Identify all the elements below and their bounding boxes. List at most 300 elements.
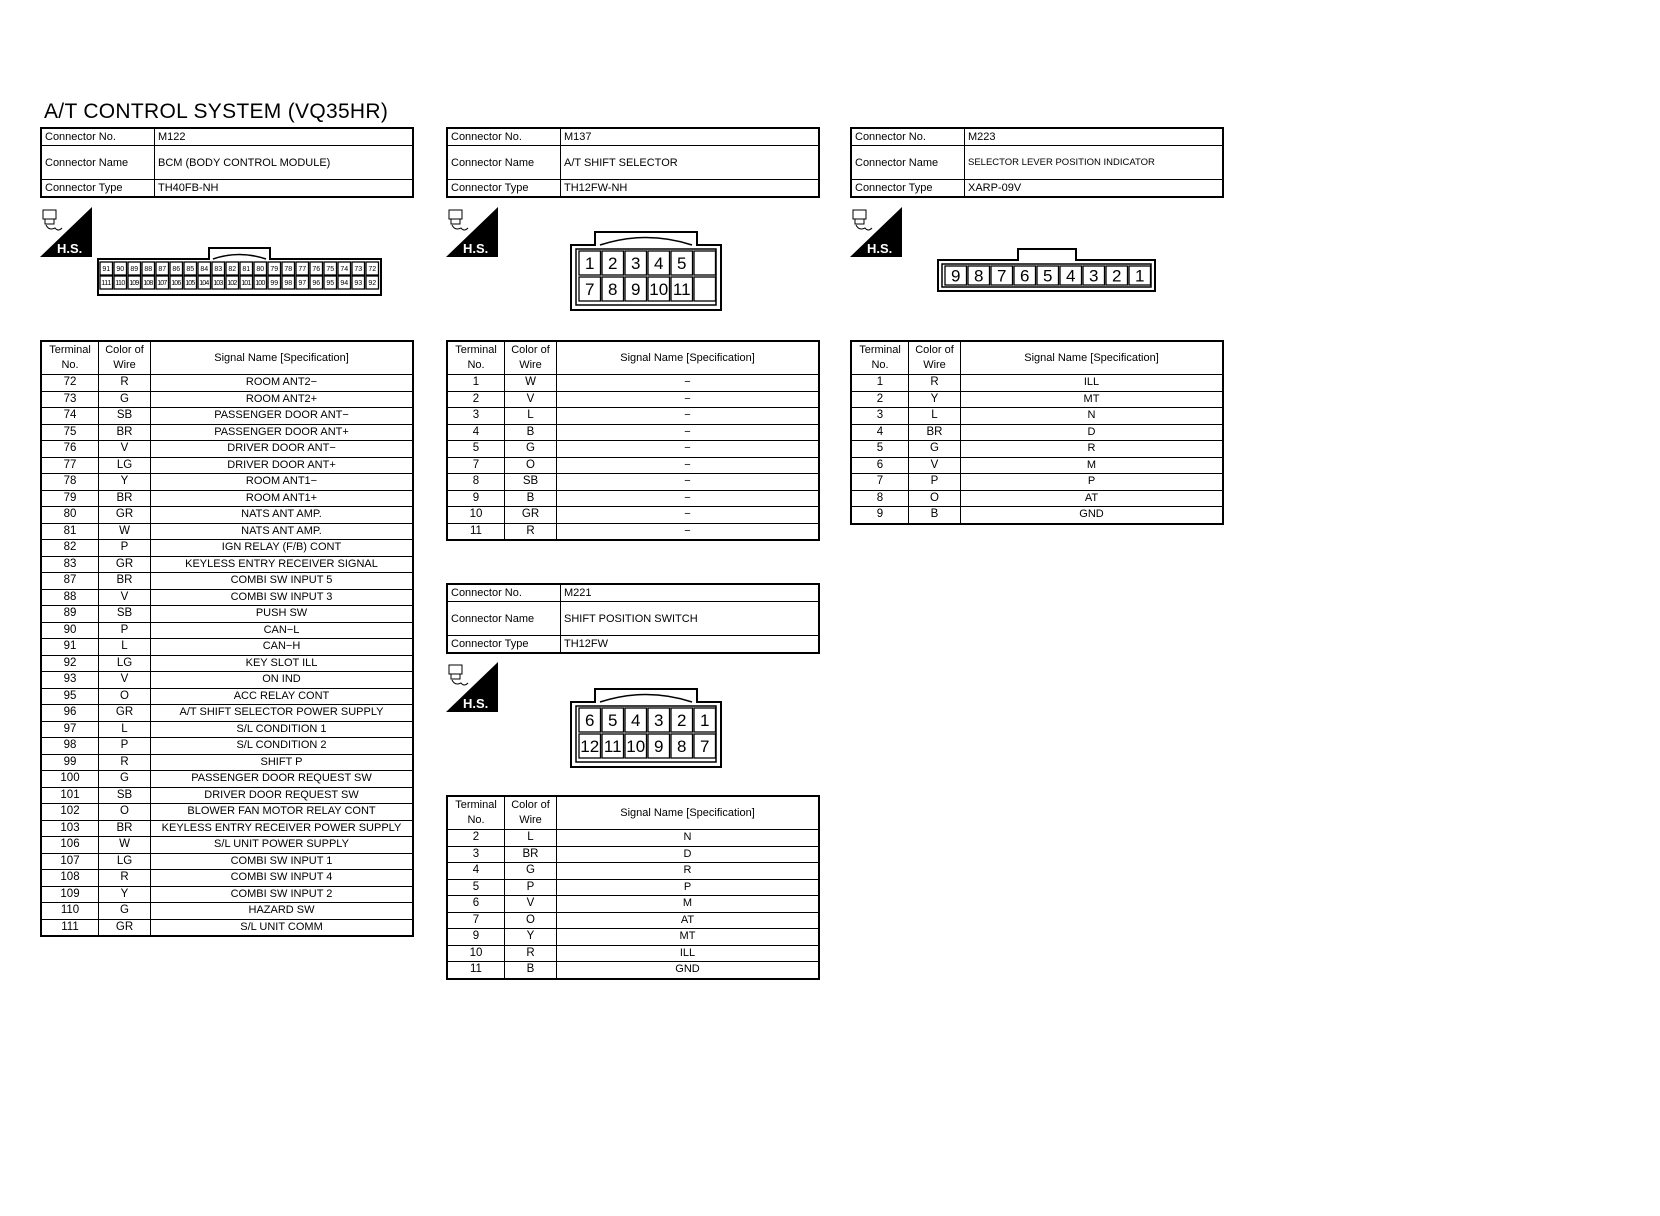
pin-number: 73 (354, 266, 363, 274)
connector-name-label: Connector Name (851, 146, 965, 180)
terminal-no-cell: 93 (41, 672, 99, 689)
signal-name-cell: R (557, 863, 820, 880)
pin-number: 7 (997, 266, 1007, 286)
signal-name-cell: KEYLESS ENTRY RECEIVER POWER SUPPLY (151, 820, 414, 837)
connector-no-label: Connector No. (447, 128, 561, 146)
connector-info-m137 (446, 127, 820, 198)
wire-color-cell: R (505, 945, 557, 962)
signal-name-cell: N (557, 830, 820, 847)
table-row (447, 846, 819, 863)
table-row (447, 441, 819, 458)
table-row (447, 863, 819, 880)
signal-name-cell: CAN−L (151, 622, 414, 639)
table-row (41, 771, 413, 788)
connector-info-m221 (446, 583, 820, 654)
table-row (41, 672, 413, 689)
wire-color-cell: SB (99, 606, 151, 623)
pin-number: 5 (677, 254, 687, 274)
wire-color-cell: L (505, 408, 557, 425)
wire-color-cell: L (505, 830, 557, 847)
page-title: A/T CONTROL SYSTEM (VQ35HR) (44, 100, 389, 123)
table-row (447, 391, 819, 408)
terminal-table-m137 (446, 340, 820, 541)
table-row (447, 896, 819, 913)
connector-name-label: Connector Name (447, 602, 561, 636)
pin-number: 80 (256, 266, 265, 274)
wire-color-cell: L (99, 639, 151, 656)
wire-color-cell: GR (505, 507, 557, 524)
pin-number: 72 (368, 266, 377, 274)
wire-color-cell: B (505, 490, 557, 507)
table-row (41, 787, 413, 804)
terminal-no-cell: 99 (41, 754, 99, 771)
color-header: Color of Wire (909, 341, 961, 375)
terminal-no-cell: 101 (41, 787, 99, 804)
pin-number: 5 (1043, 266, 1053, 286)
wire-color-cell: O (99, 688, 151, 705)
table-row (447, 408, 819, 425)
connector-no-value: M223 (965, 128, 1224, 146)
wire-color-cell: GR (99, 507, 151, 524)
signal-name-cell: − (557, 375, 820, 392)
table-row (447, 929, 819, 946)
table-row (851, 424, 1223, 441)
signal-name-cell: M (961, 457, 1224, 474)
wire-color-cell: O (909, 490, 961, 507)
wire-color-cell: V (505, 896, 557, 913)
terminal-no-cell: 73 (41, 391, 99, 408)
table-row (447, 945, 819, 962)
wire-color-cell: G (909, 441, 961, 458)
terminal-no-cell: 74 (41, 408, 99, 425)
table-row (41, 886, 413, 903)
wire-color-cell: R (909, 375, 961, 392)
signal-header: Signal Name [Specification] (557, 341, 820, 375)
wire-color-cell: G (505, 863, 557, 880)
wire-color-cell: R (99, 870, 151, 887)
pin-number: 90 (116, 266, 125, 274)
signal-name-cell: BLOWER FAN MOTOR RELAY CONT (151, 804, 414, 821)
signal-name-cell: − (557, 391, 820, 408)
pin-number: 100 (255, 280, 266, 288)
table-row (41, 754, 413, 771)
wire-color-cell: R (99, 754, 151, 771)
signal-name-cell: ROOM ANT1+ (151, 490, 414, 507)
terminal-no-cell: 5 (447, 441, 505, 458)
pin-number: 102 (227, 280, 238, 288)
wire-color-cell: Y (99, 474, 151, 491)
terminal-table-m221 (446, 795, 820, 980)
table-row (41, 721, 413, 738)
table-row (851, 457, 1223, 474)
table-row (41, 804, 413, 821)
pin-number: 89 (130, 266, 139, 274)
pin-number: 96 (312, 280, 321, 288)
pin-number: 91 (102, 266, 111, 274)
wire-color-cell: W (99, 523, 151, 540)
color-header: Color of Wire (505, 341, 557, 375)
connector-type-value: TH40FB-NH (155, 180, 414, 198)
table-row (41, 738, 413, 755)
connector-no-value: M122 (155, 128, 414, 146)
table-row (447, 523, 819, 540)
signal-name-cell: ROOM ANT1− (151, 474, 414, 491)
pin-number: 5 (608, 711, 618, 731)
signal-name-cell: COMBI SW INPUT 2 (151, 886, 414, 903)
signal-name-cell: ILL (557, 945, 820, 962)
wire-color-cell: O (505, 457, 557, 474)
pin-number: 12 (580, 737, 600, 757)
wire-color-cell: P (505, 879, 557, 896)
pin-number: 7 (585, 280, 595, 300)
table-row (41, 919, 413, 936)
pin-number: 75 (326, 266, 335, 274)
table-row (851, 408, 1223, 425)
terminal-no-cell: 5 (447, 879, 505, 896)
pin-number: 8 (677, 737, 687, 757)
pin-number: 78 (284, 266, 293, 274)
signal-name-cell: P (961, 474, 1224, 491)
harness-side-icon (850, 207, 902, 257)
table-row (851, 441, 1223, 458)
wire-color-cell: P (909, 474, 961, 491)
pin-number: 8 (608, 280, 618, 300)
signal-name-cell: S/L CONDITION 1 (151, 721, 414, 738)
pin-cavity (694, 251, 716, 275)
table-row (41, 870, 413, 887)
signal-name-cell: AT (557, 912, 820, 929)
terminal-no-cell: 4 (851, 424, 909, 441)
terminal-no-cell: 82 (41, 540, 99, 557)
terminal-no-cell: 6 (851, 457, 909, 474)
pin-number: 11 (672, 280, 691, 300)
table-row (447, 879, 819, 896)
wire-color-cell: LG (99, 853, 151, 870)
signal-name-cell: ON IND (151, 672, 414, 689)
wire-color-cell: V (505, 391, 557, 408)
terminal-no-cell: 9 (447, 929, 505, 946)
wire-color-cell: R (99, 375, 151, 392)
wire-color-cell: V (909, 457, 961, 474)
table-row (41, 474, 413, 491)
connector-type-label: Connector Type (851, 180, 965, 198)
terminal-header: Terminal No. (447, 341, 505, 375)
signal-name-cell: KEYLESS ENTRY RECEIVER SIGNAL (151, 556, 414, 573)
terminal-no-cell: 80 (41, 507, 99, 524)
signal-name-cell: NATS ANT AMP. (151, 507, 414, 524)
pin-number: 82 (228, 266, 237, 274)
signal-name-cell: MT (961, 391, 1224, 408)
pin-number: 88 (144, 266, 153, 274)
table-row (41, 408, 413, 425)
pin-number: 8 (974, 266, 984, 286)
table-row (447, 507, 819, 524)
wire-color-cell: P (99, 622, 151, 639)
pin-number: 10 (649, 280, 669, 300)
signal-name-cell: HAZARD SW (151, 903, 414, 920)
table-row (41, 573, 413, 590)
wire-color-cell: P (99, 738, 151, 755)
pin-number: 110 (115, 280, 126, 288)
pin-number: 101 (241, 280, 252, 288)
wire-color-cell: L (99, 721, 151, 738)
table-row (851, 474, 1223, 491)
connector-type-value: TH12FW (561, 636, 820, 654)
terminal-no-cell: 2 (447, 830, 505, 847)
terminal-no-cell: 3 (447, 846, 505, 863)
pin-number: 6 (1020, 266, 1030, 286)
signal-name-cell: N (961, 408, 1224, 425)
wire-color-cell: BR (505, 846, 557, 863)
terminal-no-cell: 7 (447, 912, 505, 929)
signal-name-cell: ACC RELAY CONT (151, 688, 414, 705)
connector-type-label: Connector Type (41, 180, 155, 198)
terminal-no-cell: 96 (41, 705, 99, 722)
terminal-no-cell: 76 (41, 441, 99, 458)
connector-type-value: TH12FW-NH (561, 180, 820, 198)
connector-name-value: A/T SHIFT SELECTOR (561, 146, 820, 180)
terminal-no-cell: 95 (41, 688, 99, 705)
connector-no-value: M137 (561, 128, 820, 146)
terminal-no-cell: 77 (41, 457, 99, 474)
pin-number: 3 (654, 711, 664, 731)
harness-side-icon (446, 207, 498, 257)
connector-info-m223 (850, 127, 1224, 198)
pin-number: 94 (340, 280, 349, 288)
wire-color-cell: Y (505, 929, 557, 946)
pin-number: 109 (129, 280, 140, 288)
wire-color-cell: Y (99, 886, 151, 903)
connector-face-m122 (97, 245, 382, 297)
signal-name-cell: R (961, 441, 1224, 458)
hs-label: H.S. (57, 241, 83, 256)
connector-type-value: XARP-09V (965, 180, 1224, 198)
signal-name-cell: GND (961, 507, 1224, 524)
wire-color-cell: B (505, 962, 557, 979)
signal-name-cell: DRIVER DOOR ANT+ (151, 457, 414, 474)
pin-number: 111 (101, 280, 112, 288)
pin-number: 10 (626, 737, 646, 757)
terminal-no-cell: 78 (41, 474, 99, 491)
terminal-no-cell: 110 (41, 903, 99, 920)
signal-name-cell: − (557, 490, 820, 507)
wire-color-cell: G (99, 903, 151, 920)
pin-number: 11 (603, 737, 622, 757)
terminal-no-cell: 79 (41, 490, 99, 507)
connector-name-value: BCM (BODY CONTROL MODULE) (155, 146, 414, 180)
svg-text:H.S.: H.S. (463, 696, 489, 711)
table-row (851, 507, 1223, 524)
terminal-no-cell: 8 (447, 474, 505, 491)
connector-name-value: SHIFT POSITION SWITCH (561, 602, 820, 636)
table-row (41, 853, 413, 870)
table-row (447, 490, 819, 507)
table-row (41, 556, 413, 573)
table-row (447, 375, 819, 392)
signal-name-cell: IGN RELAY (F/B) CONT (151, 540, 414, 557)
table-row (41, 903, 413, 920)
signal-name-cell: − (557, 474, 820, 491)
harness-side-icon (40, 207, 92, 257)
terminal-no-cell: 2 (447, 391, 505, 408)
terminal-no-cell: 4 (447, 863, 505, 880)
terminal-no-cell: 2 (851, 391, 909, 408)
signal-name-cell: ROOM ANT2− (151, 375, 414, 392)
signal-name-cell: PASSENGER DOOR ANT+ (151, 424, 414, 441)
wire-color-cell: BR (99, 820, 151, 837)
terminal-no-cell: 7 (447, 457, 505, 474)
terminal-no-cell: 90 (41, 622, 99, 639)
terminal-no-cell: 1 (447, 375, 505, 392)
wire-color-cell: P (99, 540, 151, 557)
terminal-no-cell: 107 (41, 853, 99, 870)
terminal-no-cell: 11 (447, 523, 505, 540)
pin-number: 87 (158, 266, 167, 274)
connector-name-value: SELECTOR LEVER POSITION INDICATOR (965, 146, 1224, 180)
pin-number: 95 (326, 280, 335, 288)
pin-number: 93 (354, 280, 363, 288)
table-row (41, 705, 413, 722)
pin-number: 76 (312, 266, 321, 274)
wire-color-cell: LG (99, 655, 151, 672)
wire-color-cell: L (909, 408, 961, 425)
table-row (41, 490, 413, 507)
pin-number: 107 (157, 280, 168, 288)
terminal-no-cell: 88 (41, 589, 99, 606)
terminal-no-cell: 91 (41, 639, 99, 656)
connector-no-label: Connector No. (41, 128, 155, 146)
signal-name-cell: − (557, 507, 820, 524)
wire-color-cell: G (99, 771, 151, 788)
pin-number: 98 (284, 280, 293, 288)
table-row (41, 507, 413, 524)
wire-color-cell: W (505, 375, 557, 392)
table-row (41, 540, 413, 557)
pin-number: 97 (298, 280, 307, 288)
connector-name-label: Connector Name (41, 146, 155, 180)
connector-name-label: Connector Name (447, 146, 561, 180)
terminal-no-cell: 111 (41, 919, 99, 936)
signal-name-cell: ILL (961, 375, 1224, 392)
signal-name-cell: CAN−H (151, 639, 414, 656)
signal-name-cell: PASSENGER DOOR ANT− (151, 408, 414, 425)
pin-number: 6 (585, 711, 595, 731)
wire-color-cell: O (505, 912, 557, 929)
pin-number: 86 (172, 266, 181, 274)
terminal-no-cell: 3 (447, 408, 505, 425)
color-header: Color of Wire (505, 796, 557, 830)
signal-header: Signal Name [Specification] (961, 341, 1224, 375)
pin-number: 1 (585, 254, 595, 274)
signal-name-cell: S/L UNIT COMM (151, 919, 414, 936)
terminal-no-cell: 5 (851, 441, 909, 458)
table-row (41, 688, 413, 705)
table-row (41, 820, 413, 837)
wire-color-cell: BR (99, 490, 151, 507)
signal-name-cell: MT (557, 929, 820, 946)
terminal-no-cell: 83 (41, 556, 99, 573)
table-row (41, 837, 413, 854)
terminal-no-cell: 92 (41, 655, 99, 672)
terminal-no-cell: 3 (851, 408, 909, 425)
pin-number: 79 (270, 266, 279, 274)
wire-color-cell: SB (505, 474, 557, 491)
terminal-no-cell: 81 (41, 523, 99, 540)
pin-number: 4 (654, 254, 664, 274)
table-row (447, 912, 819, 929)
signal-name-cell: − (557, 457, 820, 474)
table-row (851, 391, 1223, 408)
terminal-header: Terminal No. (41, 341, 99, 375)
signal-header: Signal Name [Specification] (151, 341, 414, 375)
pin-number: 1 (700, 711, 710, 731)
pin-number: 2 (608, 254, 618, 274)
connector-face-m137 (570, 231, 722, 311)
terminal-no-cell: 7 (851, 474, 909, 491)
table-row (41, 424, 413, 441)
pin-number: 2 (677, 711, 687, 731)
connector-no-label: Connector No. (447, 584, 561, 602)
terminal-no-cell: 10 (447, 507, 505, 524)
wire-color-cell: BR (99, 573, 151, 590)
wire-color-cell: BR (909, 424, 961, 441)
pin-number: 81 (242, 266, 251, 274)
signal-name-cell: P (557, 879, 820, 896)
terminal-table-m223 (850, 340, 1224, 525)
svg-text:H.S.: H.S. (867, 241, 893, 256)
connector-type-label: Connector Type (447, 180, 561, 198)
connector-type-label: Connector Type (447, 636, 561, 654)
terminal-no-cell: 9 (851, 507, 909, 524)
pin-number: 103 (213, 280, 224, 288)
pin-number: 4 (631, 711, 641, 731)
pin-number: 3 (1089, 266, 1099, 286)
signal-name-cell: M (557, 896, 820, 913)
signal-name-cell: PASSENGER DOOR REQUEST SW (151, 771, 414, 788)
terminal-no-cell: 98 (41, 738, 99, 755)
pin-number: 106 (171, 280, 182, 288)
wire-color-cell: O (99, 804, 151, 821)
wire-color-cell: SB (99, 408, 151, 425)
signal-name-cell: S/L UNIT POWER SUPPLY (151, 837, 414, 854)
table-row (447, 457, 819, 474)
wire-color-cell: V (99, 672, 151, 689)
pin-number: 3 (631, 254, 641, 274)
wire-color-cell: G (99, 391, 151, 408)
terminal-no-cell: 103 (41, 820, 99, 837)
svg-text:H.S.: H.S. (463, 241, 489, 256)
pin-number: 92 (368, 280, 377, 288)
signal-name-cell: DRIVER DOOR REQUEST SW (151, 787, 414, 804)
signal-name-cell: COMBI SW INPUT 3 (151, 589, 414, 606)
signal-name-cell: D (961, 424, 1224, 441)
signal-name-cell: ROOM ANT2+ (151, 391, 414, 408)
signal-name-cell: D (557, 846, 820, 863)
table-row (447, 830, 819, 847)
signal-name-cell: − (557, 523, 820, 540)
pin-number: 108 (143, 280, 154, 288)
terminal-header: Terminal No. (447, 796, 505, 830)
table-row (41, 622, 413, 639)
terminal-no-cell: 11 (447, 962, 505, 979)
table-row (447, 474, 819, 491)
signal-name-cell: AT (961, 490, 1224, 507)
terminal-no-cell: 10 (447, 945, 505, 962)
terminal-no-cell: 8 (851, 490, 909, 507)
connector-face-m223 (937, 248, 1157, 293)
wire-color-cell: G (505, 441, 557, 458)
terminal-no-cell: 97 (41, 721, 99, 738)
